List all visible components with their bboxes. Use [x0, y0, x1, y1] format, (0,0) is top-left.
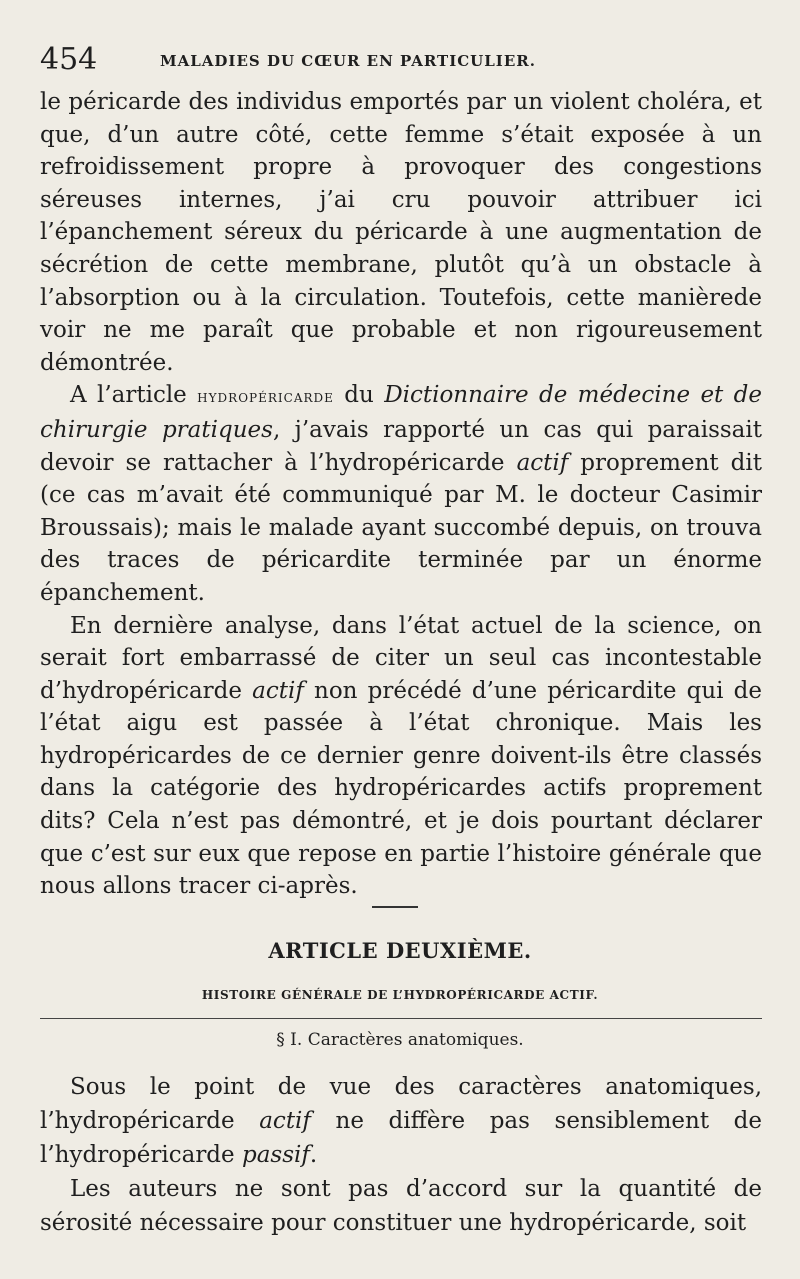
- page-header: [40, 40, 760, 80]
- italic-word: actif: [516, 449, 569, 476]
- running-title: MALADIES DU CŒUR EN PARTICULIER.: [160, 52, 536, 70]
- paragraph-3-part: En dernière analyse, dans l’état actuel de la science, on serait fort embarrassé de citer un seul cas incontestable d’hydropéricarde: [40, 612, 762, 704]
- paragraph-2-part: , j’avais rapporté un cas qui paraissait devoir se rattacher à l’hydropéricarde: [40, 416, 762, 476]
- main-text: [40, 86, 762, 903]
- separator-rule: [372, 906, 418, 908]
- italic-word: passif: [241, 1142, 310, 1168]
- paragraph-2-part: proprement dit (ce cas m’avait été communiqué par M. le docteur Casimir Broussais); mais le malade ayant succombé depuis, on trouva des traces de péricardite terminée par un énorme épanchement.: [40, 449, 762, 606]
- paragraph-4-part: .: [309, 1142, 318, 1168]
- paragraph-4-part: ne diffère pas sensiblement de l’hydropéricarde: [40, 1108, 762, 1168]
- paragraph-4-part: Sous le point de vue des caractères anatomiques, l’hydropéricarde: [40, 1074, 762, 1134]
- paragraph-2-part: A l’article: [70, 382, 198, 409]
- paragraph-1: le péricarde des individus emportés par un violent choléra, et que, d’un autre côté, cette femme s’était exposée à un refroidissement propre à provoquer des congestions séreuses internes, j’ai cru pouvoir attribuer ici l’épanchement séreux du péricarde à une augmentation de sécrétion de cette membrane, plutôt qu’à un obstacle à l’absorption ou à la circulation. Toutefois, cette manièrede voir ne me paraît que probable et non rigoureusement démontrée.: [40, 89, 762, 376]
- dictionary-title: Dictionnaire de médecine et de chirurgie pratiques: [40, 382, 762, 443]
- paragraph-2-part: du: [333, 382, 385, 409]
- paragraph-5: Les auteurs ne sont pas d’accord sur la quantité de sérosité nécessaire pour constituer une hydropéricarde, soit: [40, 1176, 762, 1236]
- italic-word: actif: [259, 1108, 311, 1134]
- italic-word: actif: [252, 677, 304, 704]
- paragraph-4: [40, 1070, 762, 1172]
- paragraph-3: [40, 610, 762, 903]
- paragraph-3-part: non précédé d’une péricardite qui de l’état aigu est passée à l’état chronique. Mais les hydropéricardes de ce dernier genre doivent-ils être classés dans la catégorie des hydropéricardes actifs proprement dits? Cela n’est pas démontré, et je dois pourtant déclarer que c’est sur eux que repose en partie l’histoire générale que nous allons tracer ci-après.: [40, 677, 763, 900]
- section-rule: [40, 1018, 762, 1019]
- page-number: 454: [40, 42, 98, 77]
- article-title: ARTICLE DEUXIÈME.: [268, 938, 532, 963]
- article-subtitle: HISTOIRE GÉNÉRALE DE L’HYDROPÉRICARDE ACTIF.: [201, 988, 599, 1002]
- hydropericarde-smallcaps: hydropéricarde: [197, 387, 334, 408]
- section-title: § I. Caractères anatomiques.: [276, 1030, 524, 1050]
- section-text: [40, 1070, 762, 1240]
- paragraph-2: [40, 379, 762, 609]
